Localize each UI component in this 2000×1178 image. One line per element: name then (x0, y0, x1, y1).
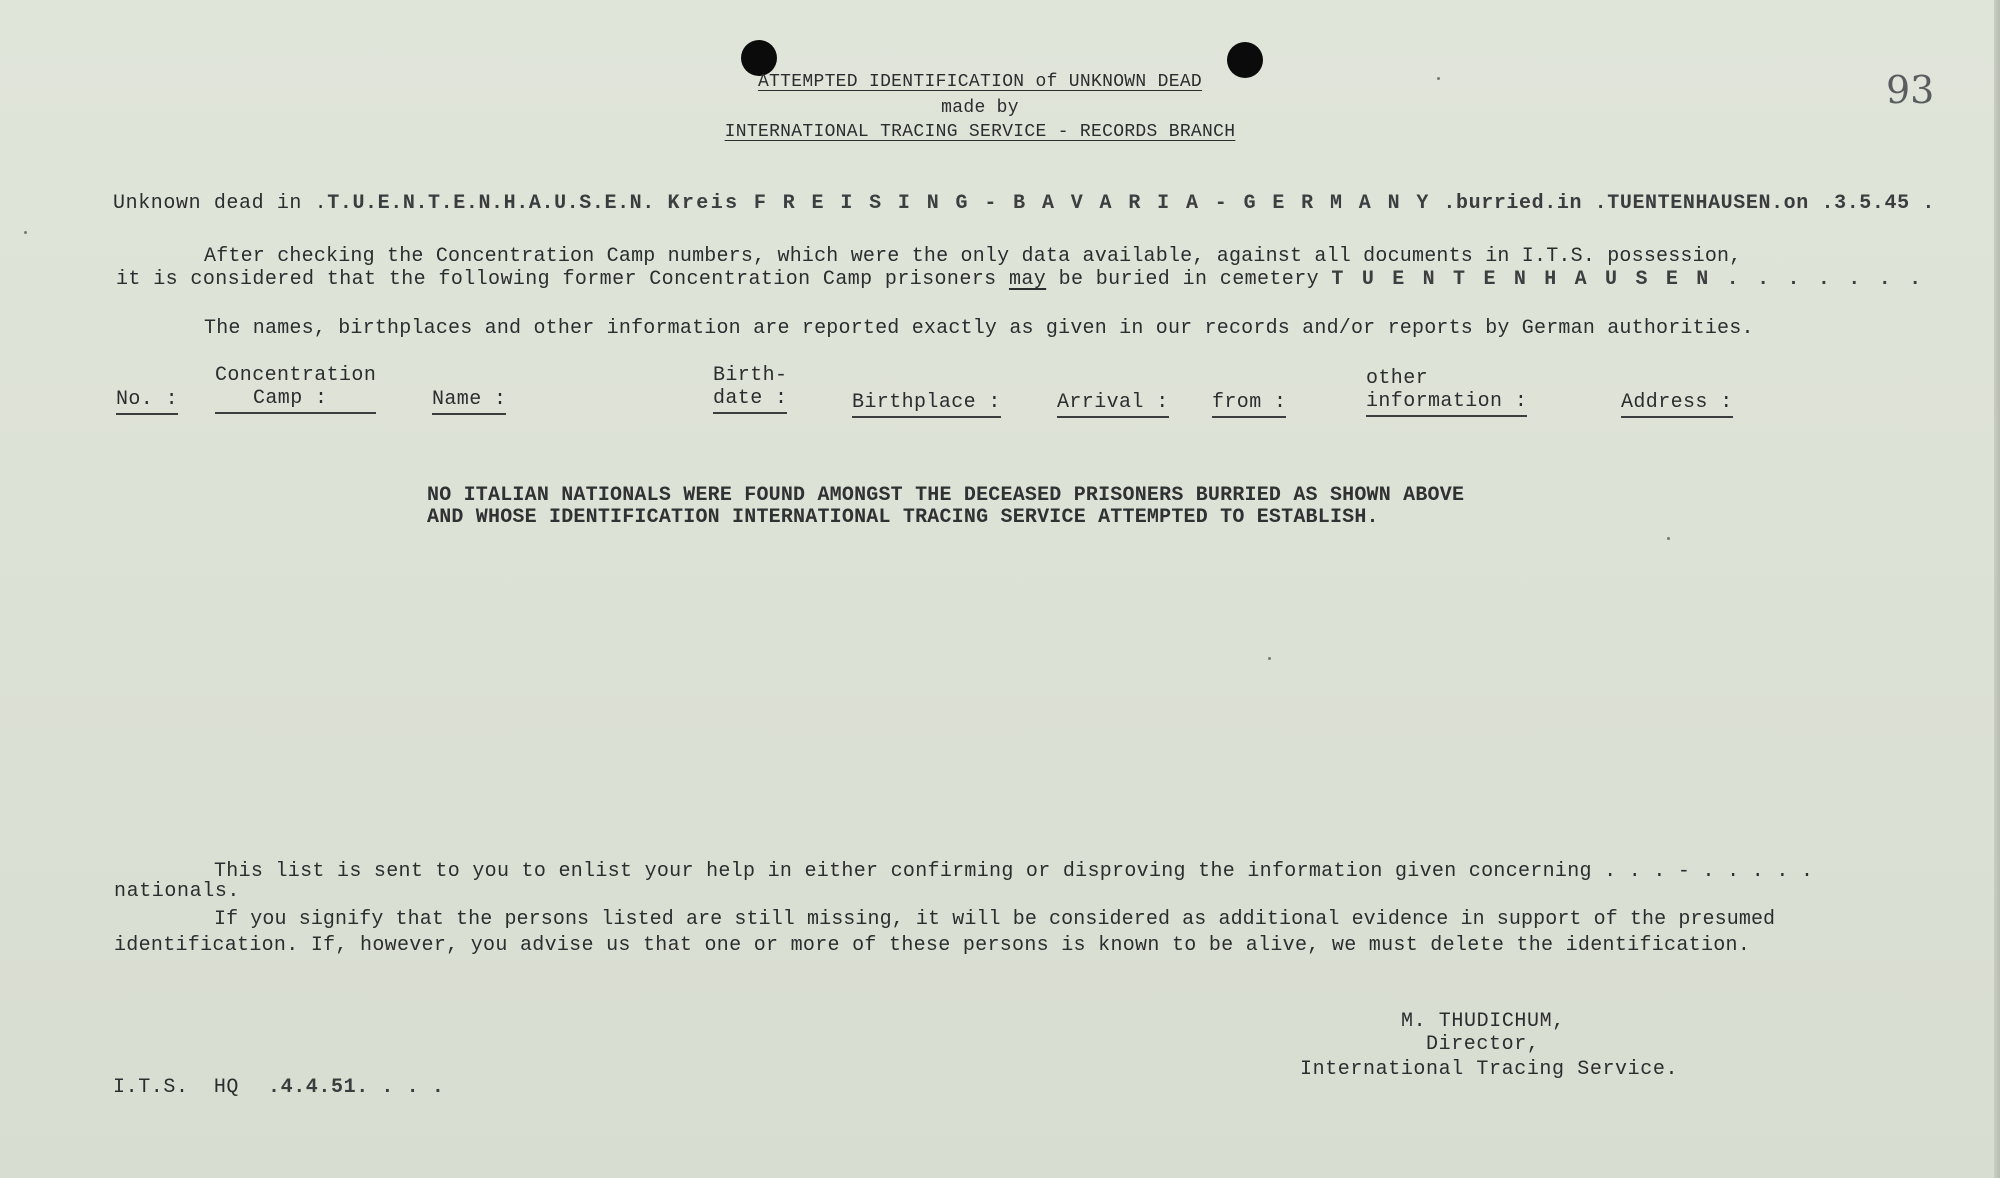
paper-speck (1667, 537, 1670, 540)
notice-line-1: NO ITALIAN NATIONALS WERE FOUND AMONGST THE DECEASED PRISONERS BURRIED AS SHOWN ABOVE (427, 484, 1465, 507)
column-other-information: other information : (1366, 367, 1527, 417)
closing-line-2: nationals. (114, 880, 241, 903)
unknown-dead-line: Unknown dead in .T.U.E.N.T.E.N.H.A.U.S.E.N. Kreis F R E I S I N G - B A V A R I A - G E R M A N Y .burried.in .TUENTENHAUSEN.on .3.5.45 . (113, 192, 1935, 215)
footer-hq-label: I.T.S. HQ (113, 1076, 240, 1099)
buried-place-field: TUENTENHAUSEN (1607, 192, 1772, 215)
kreis-field: Kreis F R E I S I N G - B A V A R I A - G E R M A N Y (667, 192, 1431, 215)
paper-speck (1268, 657, 1271, 660)
on-label: .on . (1771, 192, 1835, 215)
column-concentration-camp: Concentration Camp : (215, 364, 376, 414)
column-arrival: Arrival : (1057, 391, 1169, 418)
unknown-dead-label: Unknown dead in . (113, 192, 328, 215)
signatory-name: M. THUDICHUM, (1401, 1010, 1565, 1033)
organization-heading: INTERNATIONAL TRACING SERVICE - RECORDS BRANCH (724, 122, 1236, 142)
paragraph-2: The names, birthplaces and other information are reported exactly as given in our records and/or reports by German authorities. (204, 317, 1754, 340)
document-title: ATTEMPTED IDENTIFICATION of UNKNOWN DEAD (757, 72, 1203, 92)
paragraph-1-line-1: After checking the Concentration Camp numbers, which were the only data available, against all documents in I.T.S. possession, (204, 245, 1742, 268)
notice-line-2: AND WHOSE IDENTIFICATION INTERNATIONAL TRACING SERVICE ATTEMPTED TO ESTABLISH. (427, 506, 1379, 529)
signatory-title: Director, (1426, 1033, 1540, 1056)
page-number: 93 (1886, 68, 1935, 112)
punch-hole-left (741, 40, 777, 76)
column-from: from : (1212, 391, 1286, 418)
location-field: T.U.E.N.T.E.N.H.A.U.S.E.N. (327, 192, 655, 215)
column-address: Address : (1621, 391, 1733, 418)
paper-speck (1437, 77, 1440, 80)
paper-speck (24, 231, 27, 234)
column-name: Name : (432, 388, 506, 415)
column-birthdate: Birth- date : (713, 364, 787, 414)
closing-line-1: This list is sent to you to enlist your help in either confirming or disproving the information given concerning . . . - . . . . . (214, 860, 1814, 883)
footer-date: .4.4.51. . . . (268, 1076, 445, 1099)
paragraph-1-line-2: it is considered that the following former Concentration Camp prisoners may be buried in cemetery T U E N T E N H A U S E N . . . . . . . (116, 268, 1925, 291)
signatory-organization: International Tracing Service. (1300, 1058, 1679, 1081)
closing-line-4: identification. If, however, you advise us that one or more of these persons is known to be alive, we must delete the identification. (114, 934, 1751, 957)
paper-edge (1994, 0, 2000, 1178)
made-by-line: made by (941, 98, 1019, 118)
buried-in-label: .burried.in . (1443, 192, 1608, 215)
column-no: No. : (116, 388, 178, 415)
closing-line-3: If you signify that the persons listed are still missing, it will be considered as additional evidence in support of the presumed (214, 908, 1776, 931)
cemetery-field: T U E N T E N H A U S E N . . . . . . . (1331, 268, 1925, 291)
burial-date-field: 3.5.45 (1834, 192, 1910, 215)
column-birthplace: Birthplace : (852, 391, 1001, 418)
